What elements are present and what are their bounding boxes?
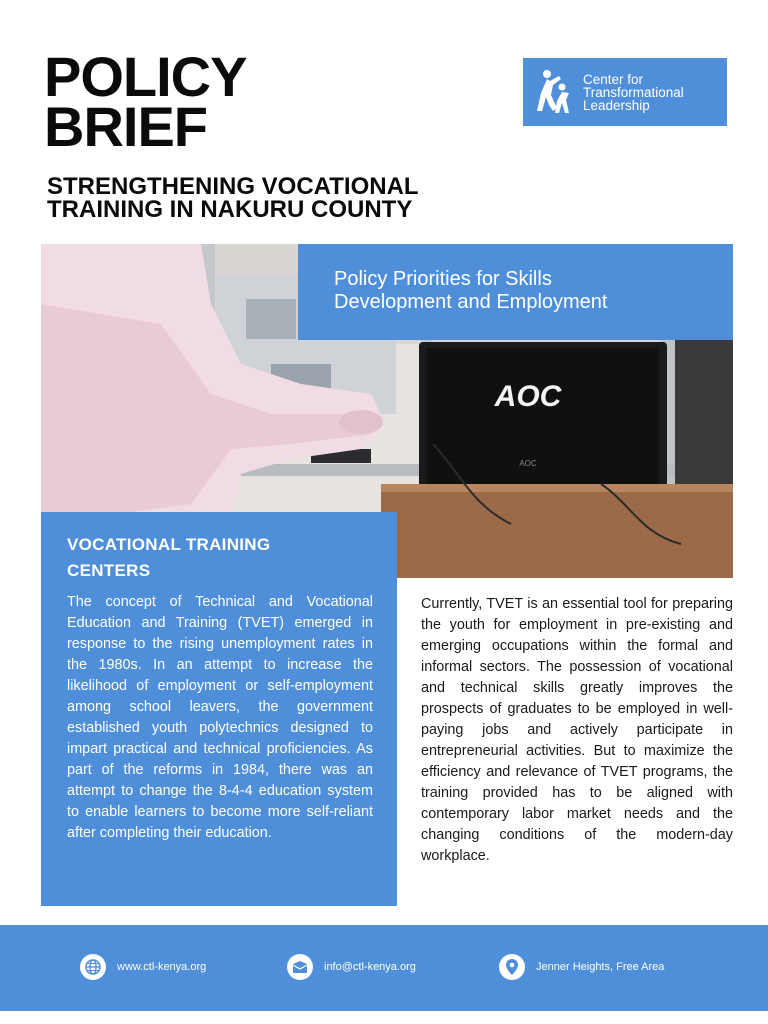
address-text: Jenner Heights, Free Area bbox=[536, 961, 665, 973]
organization-logo bbox=[523, 58, 727, 126]
subtitle-line-1: STRENGTHENING VOCATIONAL bbox=[47, 173, 419, 200]
location-pin-icon bbox=[499, 954, 525, 980]
logo-text-line-3: Leadership bbox=[583, 97, 650, 113]
section-heading-line-2: CENTERS bbox=[67, 561, 151, 580]
monitor-bezel-brand: AOC bbox=[519, 459, 537, 468]
section-heading-line-1: VOCATIONAL TRAINING bbox=[67, 535, 271, 554]
footer-contact-bar bbox=[0, 925, 768, 1011]
title-line-brief: BRIEF bbox=[44, 95, 207, 158]
footer-email[interactable] bbox=[287, 953, 416, 981]
logo-text-line-1: Center for bbox=[583, 71, 644, 87]
footer-address bbox=[499, 953, 664, 981]
organization-name bbox=[583, 73, 684, 112]
subtitle-line-2: TRAINING IN NAKURU COUNTY bbox=[47, 196, 413, 223]
page-title bbox=[44, 45, 247, 158]
priority-line-2: Development and Employment bbox=[334, 291, 608, 313]
title-line-policy: POLICY bbox=[44, 45, 247, 108]
people-leadership-icon bbox=[535, 67, 575, 117]
logo-text-line-2: Transformational bbox=[583, 84, 684, 100]
globe-icon bbox=[80, 954, 106, 980]
policy-priorities-banner bbox=[298, 244, 733, 340]
section-body-text: The concept of Technical and Vocational Education and Training (TVET) emerged in response to the rising unemployment rates in the 1980s. In an attempt to increase the likelihood of employment or self-employment among school leavers, the government established youth polytechnics designed to impart practical and technical proficiencies. As part of the reforms in 1984, there was an attempt to change the 8-4-4 education system to enable learners to become more self-reliant after completing their education. bbox=[67, 594, 373, 841]
tvet-body-text: Currently, TVET is an essential tool for preparing the youth for employment in pre-existing and emerging occupations within the formal and informal sectors. The possession of vocational and technical skills greatly improves the prospects of graduates to be employed in well-paying jobs and actively participate in entrepreneurial activities. But to maximize the efficiency and relevance of TVET programs, the training provided has to be aligned with contemporary labor market needs and the changing conditions of the modern-day workplace. bbox=[421, 596, 733, 864]
monitor-brand-logo: AOC bbox=[494, 380, 562, 413]
priority-line-1: Policy Priorities for Skills bbox=[334, 268, 552, 290]
section-heading bbox=[67, 532, 373, 584]
vocational-training-section bbox=[41, 512, 397, 906]
envelope-icon bbox=[287, 954, 313, 980]
email-link[interactable]: info@ctl-kenya.org bbox=[324, 961, 416, 973]
website-link[interactable]: www.ctl-kenya.org bbox=[117, 961, 207, 973]
page-subtitle bbox=[47, 175, 419, 221]
footer-website[interactable] bbox=[80, 953, 206, 981]
